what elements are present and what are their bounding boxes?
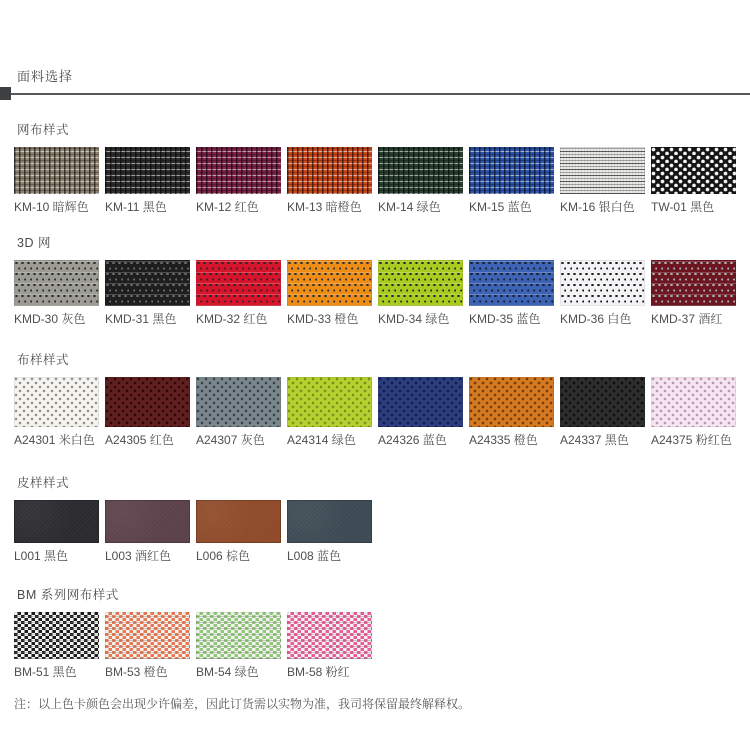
fabric-swatch: [469, 377, 554, 427]
swatch-label: KM-14 绿色: [378, 200, 441, 214]
swatch-item: [105, 377, 196, 448]
swatch-label: KM-11 黑色: [105, 200, 167, 214]
fabric-swatch: [14, 500, 99, 543]
fabric-swatch: [196, 377, 281, 427]
swatch-item: [105, 147, 196, 215]
page-title: 面料选择: [17, 69, 74, 84]
swatch-item: [196, 147, 287, 215]
swatch-item: [14, 612, 105, 680]
fabric-swatch: [287, 377, 372, 427]
swatch-label: KMD-37 酒红: [651, 312, 723, 326]
section-title: 3D 网: [17, 236, 51, 250]
fabric-swatch: [14, 260, 99, 306]
swatch-label: KMD-31 黑色: [105, 312, 177, 326]
swatch-label: KM-15 蓝色: [469, 200, 532, 214]
swatch-label: A24305 红色: [105, 433, 174, 447]
swatch-label: L003 酒红色: [105, 549, 172, 563]
fabric-swatch: [469, 147, 554, 194]
swatch-item: [560, 260, 651, 327]
swatch-item: [196, 500, 287, 564]
fabric-swatch: [651, 377, 736, 427]
sections-container: [0, 123, 750, 680]
fabric-swatch: [14, 377, 99, 427]
swatch-item: [651, 147, 742, 215]
fabric-swatch: [560, 147, 645, 194]
swatch-item: [651, 260, 742, 327]
fabric-swatch: [469, 260, 554, 306]
swatch-label: A24375 粉红色: [651, 433, 732, 447]
fabric-section: [0, 476, 750, 564]
swatch-item: [378, 147, 469, 215]
swatch-item: [378, 260, 469, 327]
fabric-swatch: [651, 260, 736, 306]
section-title: BM 系列网布样式: [17, 588, 119, 602]
swatch-item: [560, 377, 651, 448]
fabric-swatch: [560, 260, 645, 306]
swatch-item: [560, 147, 651, 215]
fabric-swatch: [196, 500, 281, 543]
fabric-swatch: [287, 260, 372, 306]
section-header: [0, 0, 750, 95]
swatch-item: [105, 612, 196, 680]
swatch-label: KMD-32 红色: [196, 312, 268, 326]
swatch-label: KMD-33 橙色: [287, 312, 359, 326]
fabric-swatch: [105, 147, 190, 194]
swatch-item: [469, 147, 560, 215]
fabric-swatch: [105, 612, 190, 659]
swatch-label: KMD-30 灰色: [14, 312, 86, 326]
swatch-item: [378, 377, 469, 448]
swatch-label: L006 棕色: [196, 549, 251, 563]
swatch-item: [14, 260, 105, 327]
swatch-item: [14, 377, 105, 448]
fabric-swatch: [196, 147, 281, 194]
swatch-item: [196, 612, 287, 680]
swatch-item: [287, 377, 378, 448]
swatch-item: [105, 500, 196, 564]
swatch-item: [287, 612, 378, 680]
fabric-swatch: [287, 612, 372, 659]
swatch-row: [14, 147, 750, 215]
swatch-label: A24337 黑色: [560, 433, 629, 447]
fabric-swatch: [287, 500, 372, 543]
swatch-item: [651, 377, 742, 448]
fabric-swatch: [651, 147, 736, 194]
swatch-label: A24326 蓝色: [378, 433, 447, 447]
swatch-label: KMD-34 绿色: [378, 312, 450, 326]
header-square-marker: [0, 87, 11, 100]
swatch-label: KM-13 暗橙色: [287, 200, 362, 214]
swatch-label: KM-16 银白色: [560, 200, 635, 214]
swatch-label: KMD-36 白色: [560, 312, 632, 326]
swatch-label: A24301 米白色: [14, 433, 95, 447]
fabric-swatch: [378, 260, 463, 306]
swatch-row: [14, 377, 750, 448]
swatch-label: BM-53 橙色: [105, 665, 168, 679]
section-title: 网布样式: [17, 123, 70, 137]
fabric-swatch: [14, 147, 99, 194]
fabric-swatch: [105, 500, 190, 543]
fabric-section: [0, 588, 750, 680]
fabric-swatch: [196, 260, 281, 306]
swatch-label: A24307 灰色: [196, 433, 265, 447]
fabric-swatch: [560, 377, 645, 427]
fabric-swatch: [105, 377, 190, 427]
swatch-label: KM-12 红色: [196, 200, 259, 214]
swatch-item: [14, 500, 105, 564]
swatch-label: TW-01 黑色: [651, 200, 715, 214]
swatch-item: [196, 260, 287, 327]
section-title: 布样样式: [17, 353, 70, 367]
fabric-swatch: [378, 147, 463, 194]
swatch-item: [287, 260, 378, 327]
swatch-item: [287, 147, 378, 215]
section-title: 皮样样式: [17, 476, 70, 490]
swatch-row: [14, 612, 750, 680]
swatch-item: [469, 260, 560, 327]
fabric-swatch: [378, 377, 463, 427]
fabric-section: [0, 236, 750, 327]
header-rule: [0, 93, 750, 95]
swatch-item: [196, 377, 287, 448]
fabric-section: [0, 353, 750, 448]
swatch-label: BM-58 粉红: [287, 665, 350, 679]
swatch-label: KMD-35 蓝色: [469, 312, 541, 326]
fabric-swatch: [287, 147, 372, 194]
swatch-label: BM-54 绿色: [196, 665, 259, 679]
fabric-swatch: [14, 612, 99, 659]
swatch-label: KM-10 暗辉色: [14, 200, 89, 214]
swatch-item: [14, 147, 105, 215]
footnote: 注：以上色卡颜色会出现少许偏差，因此订货需以实物为准，我司将保留最终解释权。: [14, 697, 471, 711]
fabric-swatch: [105, 260, 190, 306]
swatch-label: A24314 绿色: [287, 433, 356, 447]
fabric-section: [0, 123, 750, 215]
fabric-swatch: [196, 612, 281, 659]
swatch-row: [14, 260, 750, 327]
swatch-label: L001 黑色: [14, 549, 69, 563]
swatch-item: [469, 377, 560, 448]
swatch-label: L008 蓝色: [287, 549, 342, 563]
swatch-item: [287, 500, 378, 564]
swatch-row: [14, 500, 750, 564]
swatch-item: [105, 260, 196, 327]
swatch-label: BM-51 黑色: [14, 665, 77, 679]
swatch-label: A24335 橙色: [469, 433, 538, 447]
